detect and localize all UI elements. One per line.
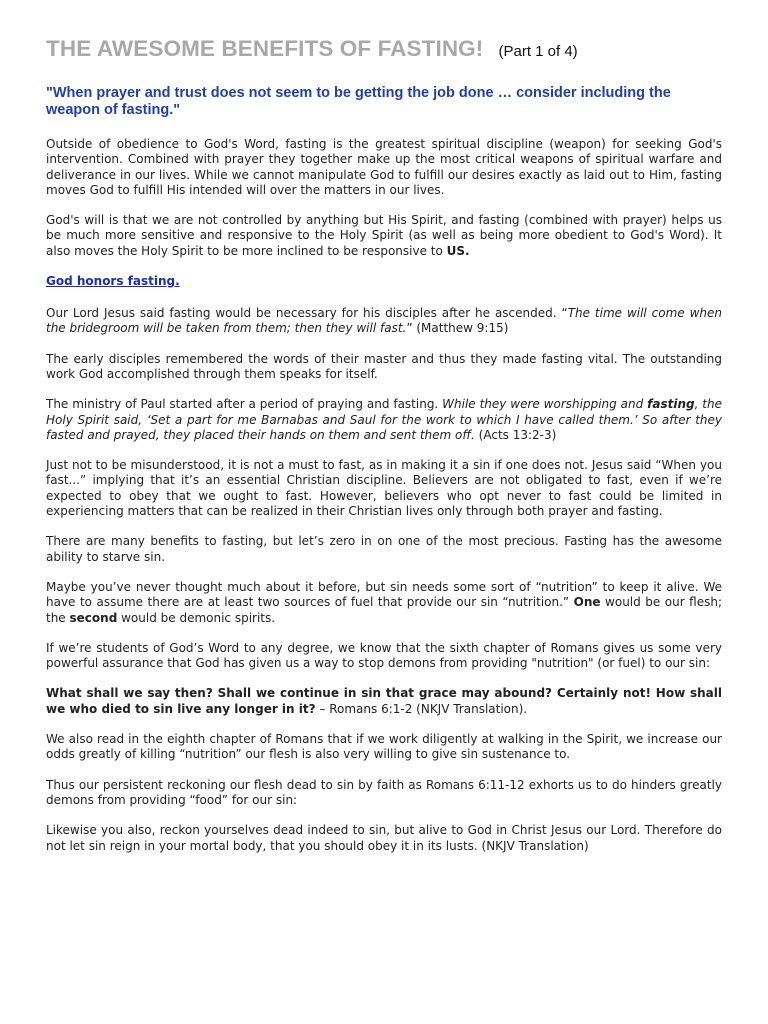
scripture-quote: What shall we say then? Shall we continue in sin that grace may abound? Certainly not! How shall we who died to sin live any longer in it? bbox=[46, 686, 722, 716]
paragraph-text: would be our flesh; the bbox=[46, 595, 722, 625]
section-link-god-honors-fasting[interactable]: God honors fasting. bbox=[46, 274, 180, 289]
paragraph-romans-six: If we’re students of God’s Word to any degree, we know that the sixth chapter of Romans gives us some very powerful assurance that God has given us a way to stop demons from providing "nutrition" (or fuel) to our sin: bbox=[46, 640, 722, 671]
lead-quote: "When prayer and trust does not seem to be getting the job done … consider including the weapon of fasting." bbox=[46, 85, 671, 118]
emphasis-fasting: fasting bbox=[647, 397, 695, 412]
scripture-reference: – Romans 6:1-2 (NKJV Translation). bbox=[315, 701, 528, 716]
paragraph-ministry-of-paul bbox=[46, 397, 722, 443]
paragraph-nutrition bbox=[46, 580, 722, 626]
title-row bbox=[46, 36, 722, 65]
paragraph-romans-eight: We also read in the eighth chapter of Romans that if we work diligently at walking in the Spirit, we increase our odds greatly of killing “nutrition” our flesh is also very willing to give sin sustenance to. bbox=[46, 732, 722, 762]
emphasis-second: second bbox=[69, 610, 118, 625]
paragraph-intro: Outside of obedience to God's Word, fasting is the greatest spiritual discipline (weapon) for seeking God's intervention. Combined with prayer they together make up the most critical weapons of spiritual warfare and deliverance in our lives. While we cannot manipulate God to fulfill our desires exactly as laid out to Him, fasting moves God to fulfill His intended will over the matters in our lives. bbox=[46, 137, 722, 197]
paragraph-text: Our Lord Jesus said fasting would be necessary for his disciples after he ascended. “ bbox=[46, 306, 568, 321]
paragraph-benefits: There are many benefits to fasting, but let’s zero in on one of the most precious. Fasting has the awesome ability to starve sin. bbox=[46, 534, 722, 564]
emphasis-us: US. bbox=[446, 243, 470, 258]
scripture-reference: (Acts 13:2-3) bbox=[474, 427, 557, 442]
paragraph-text: The ministry of Paul started after a period of praying and fasting. bbox=[46, 397, 443, 412]
paragraph-text: would be demonic spirits. bbox=[117, 610, 276, 625]
paragraph-text: Maybe you’ve never thought much about it before, but sin needs some sort of “nutrition” to keep it alive. We have to assume there are at least two sources of fuel that provide our sin “nutrition.” bbox=[46, 579, 722, 610]
paragraph-early-disciples: The early disciples remembered the words of their master and thus they made fasting vital. The outstanding work God accomplished through them speaks for itself. bbox=[46, 351, 722, 381]
emphasis-one: One bbox=[573, 595, 601, 610]
paragraph-jesus-said bbox=[46, 306, 722, 337]
paragraph-romans-quote bbox=[46, 686, 722, 717]
scripture-quote: While they were worshipping and bbox=[442, 397, 648, 412]
paragraph-text: God's will is that we are not controlled by anything but His Spirit, and fasting (combined with prayer) helps us be much more sensitive and responsive to the Holy Spirit (as well as being more obedient to God's Word). It also moves the Holy Spirit to be more inclined to be responsive to bbox=[46, 213, 722, 258]
paragraph-gods-will bbox=[46, 213, 722, 259]
paragraph-not-a-must: Just not to be misunderstood, it is not a must to fast, as in making it a sin if one does not. Jesus said “When you fast...” implying that it’s an essential Christian discipline. Believers are not obligated to fast, even if we’re expected to obey that we ought to fast. However, believers who opt never to fast could be limited in experiencing matters that can be realized in their Christian lives only through both prayer and fasting. bbox=[46, 458, 722, 519]
paragraph-reckoning: Thus our persistent reckoning our flesh dead to sin by faith as Romans 6:11-12 exhorts us to do hinders greatly demons from providing “food” for our sin: bbox=[46, 777, 722, 807]
scripture-reference: ” (Matthew 9:15) bbox=[406, 321, 509, 336]
scripture-quote: , the Holy Spirit said, ‘Set a part for me Barnabas and Saul for the work to which I have called them.’ So after they fasted and prayed, they placed their hands on them and sent them off. bbox=[46, 397, 723, 442]
page-title: THE AWESOME BENEFITS OF FASTING! bbox=[46, 36, 484, 61]
part-indicator: (Part 1 of 4) bbox=[498, 43, 578, 60]
scripture-quote: The time will come when the bridegroom will be taken from them; then they will fast. bbox=[46, 306, 722, 336]
paragraph-likewise: Likewise you also, reckon yourselves dead indeed to sin, but alive to God in Christ Jesus our Lord. Therefore do not let sin reign in your mortal body, that you should obey it in its lusts. (NKJV Translation) bbox=[46, 823, 722, 853]
